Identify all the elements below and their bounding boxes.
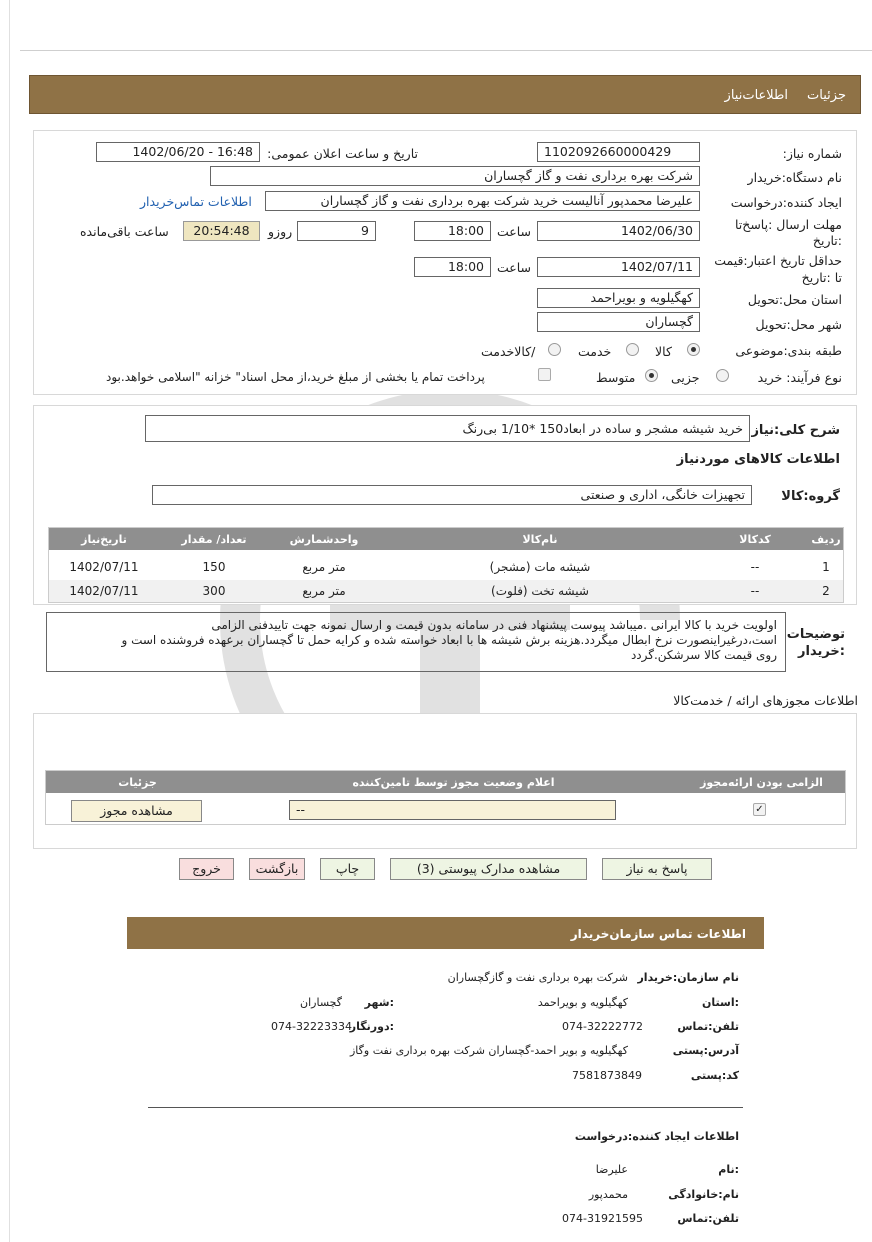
validity-date-field: 1402/07/11 bbox=[537, 257, 700, 277]
province-field: کهگیلویه و بویراحمد bbox=[537, 288, 700, 308]
row1-date: 1402/07/11 bbox=[69, 560, 139, 574]
buyer-org-field: شرکت بهره برداری نفت و گاز گچساران bbox=[210, 166, 700, 186]
radio-goods-service-label: /کالاخدمت bbox=[481, 344, 536, 359]
creator-info-title: اطلاعات ایجاد کننده:درخواست bbox=[574, 1130, 739, 1143]
validity-label-2: تا :تاریخ bbox=[801, 270, 842, 285]
desc-field: خرید شیشه مشجر و ساده در ابعاد150 *1/10 بی‌رنگ bbox=[145, 415, 750, 442]
radio-service[interactable] bbox=[626, 343, 639, 356]
creator-phone-value: 074-31921595 bbox=[562, 1212, 643, 1225]
contact-address-value: کهگیلویه و بویر احمد-گچساران شرکت بهره برداری نفت وگاز bbox=[350, 1044, 628, 1057]
row2-date: 1402/07/11 bbox=[69, 584, 139, 598]
row1-name: شیشه مات (مشجر) bbox=[489, 560, 591, 574]
row1-qty: 150 bbox=[202, 560, 226, 574]
contact-title: اطلاعات تماس سازمان‌خریدار bbox=[570, 927, 746, 941]
buyer-notes-box bbox=[46, 612, 786, 672]
remaining-time-counter: 20:54:48 bbox=[183, 221, 260, 241]
buyer-notes-line1: اولویت خرید با کالا ایرانی .میباشد پیوست پیشنهاد فنی در سامانه بدون قیمت و ارسال نمونه جهت تاییدفنی الزامی bbox=[211, 618, 777, 632]
contact-header bbox=[127, 917, 764, 949]
buyer-contact-link[interactable]: اطلاعات تماس‌خریدار bbox=[140, 194, 252, 209]
validity-label-1: حداقل تاریخ اعتبار:قیمت bbox=[714, 253, 842, 268]
creator-phone-label: تلفن:تماس bbox=[677, 1212, 739, 1225]
group-field: تجهیزات خانگی، اداری و صنعتی bbox=[152, 485, 752, 505]
tab-need-info[interactable]: اطلاعات‌نیاز bbox=[724, 88, 788, 103]
need-number-field: 1102092660000429 bbox=[537, 142, 700, 162]
creator-name-value: علیرضا bbox=[595, 1163, 628, 1176]
col-code: کدکالا bbox=[739, 533, 771, 546]
creator-label: ایجاد کننده:درخواست bbox=[730, 195, 842, 210]
deadline-time-label: ساعت bbox=[497, 224, 532, 239]
announce-label: تاریخ و ساعت اعلان عمومی: bbox=[267, 146, 418, 161]
row2-index: 2 bbox=[822, 584, 830, 598]
row2-qty: 300 bbox=[202, 584, 226, 598]
col-permit-details: جزئیات bbox=[118, 776, 157, 789]
permit-required-checkbox[interactable]: ✓ bbox=[753, 803, 766, 816]
col-unit: واحدشمارش bbox=[289, 533, 359, 546]
print-button[interactable]: چاپ bbox=[320, 858, 375, 880]
contact-phone-value: 074-32222772 bbox=[562, 1020, 643, 1033]
row1-unit: متر مربع bbox=[302, 560, 346, 574]
radio-service-label: خدمت bbox=[578, 344, 612, 359]
buyer-notes-label-2: :خریدار bbox=[798, 644, 845, 659]
exit-button[interactable]: خروج bbox=[179, 858, 234, 880]
province-label: استان محل:تحویل bbox=[747, 292, 842, 307]
buyer-notes-line3: روی قیمت کالا سرشکن.گردد bbox=[630, 648, 777, 662]
row1-code: -- bbox=[750, 560, 760, 574]
row2-unit: متر مربع bbox=[302, 584, 346, 598]
col-date: تاریخ‌نیاز bbox=[81, 533, 127, 546]
radio-goods-label: کالا bbox=[655, 344, 672, 359]
creator-family-value: محمدپور bbox=[588, 1188, 628, 1201]
view-permit-button[interactable]: مشاهده مجوز bbox=[71, 800, 202, 822]
contact-city-label: :شهر bbox=[364, 996, 394, 1009]
col-row: ردیف bbox=[811, 533, 841, 546]
buyer-notes-line2: است،درغیراینصورت نرخ ابطال میگردد.هزینه برش شیشه ها با ابعاد خواسته شده و کرایه حمل تا گچساران برعهده فروشنده است و bbox=[121, 633, 777, 647]
deadline-date-field: 1402/06/30 bbox=[537, 221, 700, 241]
contact-divider bbox=[148, 1107, 743, 1108]
creator-name-label: :نام bbox=[718, 1163, 739, 1176]
desc-label: شرح کلی:نیاز bbox=[751, 423, 840, 438]
city-label: شهر محل:تحویل bbox=[755, 317, 842, 332]
deadline-label-2: :تاریخ bbox=[812, 233, 842, 248]
radio-goods-service[interactable] bbox=[548, 343, 561, 356]
contact-postal-value: 7581873849 bbox=[572, 1069, 642, 1082]
radio-partial-label: جزیی bbox=[671, 370, 700, 385]
row2-name: شیشه تخت (فلوت) bbox=[491, 584, 589, 598]
days-label: روزو bbox=[268, 224, 293, 239]
buyer-notes-label-1: توضیحات bbox=[786, 627, 845, 642]
goods-table bbox=[48, 527, 844, 603]
back-button[interactable]: بازگشت bbox=[249, 858, 305, 880]
left-border bbox=[9, 0, 10, 1242]
permits-title: اطلاعات مجوزهای ارائه / خدمت‌کالا bbox=[673, 693, 858, 708]
remaining-label: ساعت باقی‌مانده bbox=[80, 224, 169, 239]
contact-province-label: :استان bbox=[702, 996, 739, 1009]
creator-family-label: نام:خانوادگی bbox=[668, 1188, 739, 1201]
remaining-days-field: 9 bbox=[297, 221, 376, 241]
treasury-checkbox[interactable] bbox=[538, 368, 551, 381]
row1-index: 1 bbox=[822, 560, 830, 574]
validity-time-label: ساعت bbox=[497, 260, 532, 275]
permit-status-field: -- bbox=[289, 800, 616, 820]
col-permit-required: الزامی بودن ارائه‌مجوز bbox=[700, 776, 823, 789]
permits-table bbox=[45, 770, 846, 825]
need-number-label: شماره نیاز: bbox=[782, 146, 842, 161]
process-label: نوع فرآیند: خرید bbox=[757, 370, 842, 385]
contact-fax-value: 074-32223334 bbox=[271, 1020, 352, 1033]
col-permit-status: اعلام وضعیت مجوز توسط تامین‌کننده bbox=[352, 776, 555, 789]
contact-fax-label: :دورنگار bbox=[349, 1020, 394, 1033]
city-field: گچساران bbox=[537, 312, 700, 332]
contact-phone-label: تلفن:تماس bbox=[677, 1020, 739, 1033]
contact-postal-label: کد:پستی bbox=[690, 1069, 739, 1082]
col-qty: تعداد/ مقدار bbox=[181, 533, 247, 546]
tab-details[interactable]: جزئیات bbox=[807, 88, 846, 103]
contact-org-value: شرکت بهره برداری نفت و گازگچساران bbox=[447, 971, 628, 984]
radio-medium-label: متوسط bbox=[596, 370, 636, 385]
radio-medium[interactable] bbox=[645, 369, 658, 382]
page-header bbox=[29, 75, 861, 114]
radio-partial[interactable] bbox=[716, 369, 729, 382]
validity-time-field: 18:00 bbox=[414, 257, 491, 277]
col-name: نام‌کالا bbox=[522, 533, 558, 546]
deadline-time-field: 18:00 bbox=[414, 221, 491, 241]
top-divider bbox=[20, 50, 872, 51]
contact-city-value: گچساران bbox=[300, 996, 342, 1009]
radio-goods[interactable] bbox=[687, 343, 700, 356]
creator-field: علیرضا محمدپور آنالیست خرید شرکت بهره برداری نفت و گاز گچساران bbox=[265, 191, 700, 211]
row2-code: -- bbox=[750, 584, 760, 598]
goods-info-title: اطلاعات کالاهای موردنیاز bbox=[676, 452, 840, 467]
announce-field: 1402/06/20 - 16:48 bbox=[96, 142, 260, 162]
category-label: طبقه بندی:موضوعی bbox=[735, 343, 842, 358]
deadline-label-1: مهلت ارسال :پاسخ‌تا bbox=[734, 217, 842, 232]
treasury-note: پرداخت تمام یا بخشی از مبلغ خرید،از محل اسناد" خزانه "اسلامی خواهد.بود bbox=[106, 370, 485, 384]
contact-org-label: نام سازمان:خریدار bbox=[637, 971, 739, 984]
reply-button[interactable]: پاسخ به نیاز bbox=[602, 858, 712, 880]
contact-province-value: کهگیلویه و بویراحمد bbox=[537, 996, 628, 1009]
buyer-org-label: نام دستگاه:خریدار bbox=[747, 170, 842, 185]
attachments-button[interactable]: مشاهده مدارک پیوستی (3) bbox=[390, 858, 587, 880]
contact-address-label: آدرس:پستی bbox=[672, 1044, 739, 1057]
group-label: گروه:کالا bbox=[781, 489, 840, 504]
